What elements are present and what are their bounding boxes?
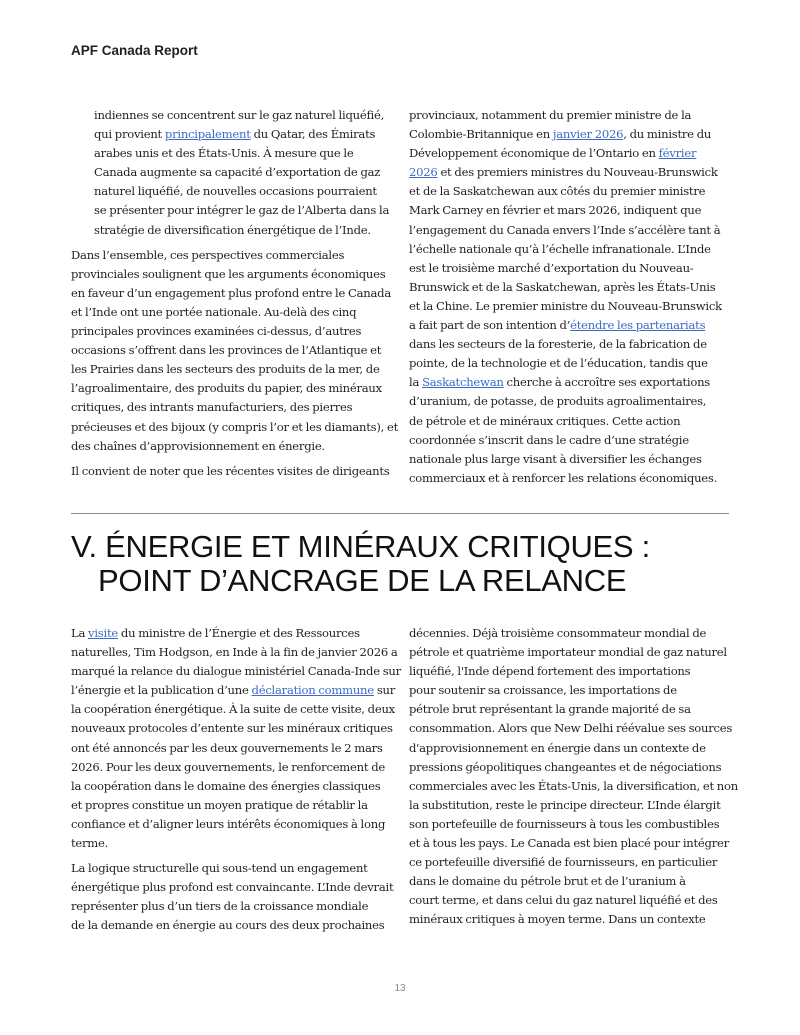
text-line: dans les secteurs de la foresterie, de la fabrication de <box>409 337 707 352</box>
paragraph <box>71 106 391 240</box>
text-line: de la demande en énergie au cours des deux prochaines <box>71 918 385 933</box>
text-line: et l’Inde ont une portée nationale. Au-delà des cinq <box>71 304 357 319</box>
text-line: commerciaux et à renforcer les relations économiques. <box>409 470 718 485</box>
text-line: terme. <box>71 836 109 851</box>
text-line: commerciales avec les États-Unis, la diversification, et non <box>409 778 738 793</box>
report-header-title: APF Canada Report <box>71 43 198 58</box>
text-line: représenter plus d’un tiers de la croissance mondiale <box>71 899 369 914</box>
text-line: provinciaux, notamment du premier ministre de la <box>409 108 692 122</box>
text-line: énergétique plus profond est convaincante. L’Inde devrait <box>71 880 394 895</box>
text-line: ont été annoncés par les deux gouvernements le 2 mars <box>71 740 383 755</box>
text-line: la coopération énergétique. À la suite de cette visite, deux <box>71 702 395 717</box>
text-line: court terme, et dans celui du gaz naturel liquéfié et des <box>409 893 718 908</box>
section-heading-line-1: V. ÉNERGIE ET MINÉRAUX CRITIQUES : <box>71 529 650 564</box>
text-line: et à tous les pays. Le Canada est bien placé pour intégrer <box>409 836 729 851</box>
bottom-right-column <box>409 624 739 936</box>
text-line: et la Chine. Le premier ministre du Nouveau-Brunswick <box>409 298 722 313</box>
text-line: pétrole et quatrième importateur mondial de gaz naturel <box>409 645 727 660</box>
text-line: est le troisième marché d’exportation du Nouveau- <box>409 260 694 275</box>
inline-link[interactable]: déclaration commune <box>251 683 374 698</box>
section-heading <box>71 530 751 598</box>
text-line: Développement économique de l’Ontario en février <box>409 146 697 161</box>
text-line: l’engagement du Canada envers l’Inde s’accélère tant à <box>409 222 721 237</box>
text-line: Mark Carney en février et mars 2026, indiquent que <box>409 203 702 218</box>
text-line: de pétrole et de minéraux critiques. Cette action <box>409 413 681 428</box>
section-heading-line-2: POINT D’ANCRAGE DE LA RELANCE <box>98 563 627 598</box>
text-line: l’énergie et la publication d’une déclaration commune sur <box>71 683 396 698</box>
paragraph <box>71 624 401 853</box>
page-number: 13 <box>394 983 406 994</box>
text-line: et propres constitue un moyen pratique de rétablir la <box>71 797 368 812</box>
text-line: Il convient de noter que les récentes visites de dirigeants <box>71 463 390 478</box>
text-line: naturelles, Tim Hodgson, en Inde à la fin de janvier 2026 a <box>71 645 398 660</box>
text-line: pétrole brut représentant la grande majorité de sa <box>409 702 691 717</box>
text-line: a fait part de son intention d’étendre les partenariats <box>409 318 706 333</box>
text-line: précieuses et des bijoux (y compris l’or et les diamants), et <box>71 419 399 434</box>
text-line: la substitution, reste le principe directeur. L’Inde élargit <box>409 797 721 812</box>
text-line: les Prairies dans les secteurs des produits de la mer, de <box>71 362 380 377</box>
text-line: ce portefeuille diversifié de fournisseurs, en particulier <box>409 855 718 870</box>
text-line: la Saskatchewan cherche à accroître ses exportations <box>409 375 710 390</box>
text-line: La logique structurelle qui sous-tend un engagement <box>71 861 368 876</box>
text-line: arabes unis et des États-Unis. À mesure que le <box>94 146 354 161</box>
text-line: d'approvisionnement en énergie dans un contexte de <box>409 740 706 755</box>
inline-link[interactable]: étendre les partenariats <box>570 318 706 333</box>
text-line: Brunswick et de la Saskatchewan, après les États-Unis <box>409 279 716 294</box>
text-line: se présenter pour intégrer le gaz de l’Alberta dans la <box>94 203 390 218</box>
text-line: l’échelle nationale qu’à l’échelle infranationale. L’Inde <box>409 241 711 256</box>
text-line: pressions géopolitiques changeantes et de négociations <box>409 759 722 774</box>
text-line: l’agroalimentaire, des produits du papier, des minéraux <box>71 381 382 396</box>
text-line: et de la Saskatchewan aux côtés du premier ministre <box>409 184 706 199</box>
text-line: confiance et d’aligner leurs intérêts économiques à long <box>71 816 386 831</box>
text-line: La visite du ministre de l’Énergie et des Ressources <box>71 626 360 640</box>
bottom-left-column <box>71 624 401 942</box>
inline-link[interactable]: janvier 2026 <box>552 127 624 142</box>
text-line: naturel liquéfié, de nouvelles occasions pourraient <box>94 184 377 199</box>
top-right-column <box>409 106 739 494</box>
text-line: coordonnée s’inscrit dans le cadre d’une stratégie <box>409 432 689 447</box>
text-line: marqué la relance du dialogue ministériel Canada-Inde sur <box>71 664 401 679</box>
text-line: Dans l’ensemble, ces perspectives commerciales <box>71 247 345 262</box>
text-line: nouveaux protocoles d’entente sur les minéraux critiques <box>71 721 393 736</box>
text-line: liquéfié, l'Inde dépend fortement des importations <box>409 664 691 679</box>
paragraph <box>71 462 391 481</box>
top-left-column <box>71 106 399 487</box>
inline-link[interactable]: février <box>658 146 697 161</box>
inline-link[interactable]: 2026 <box>409 165 438 180</box>
text-line: qui provient principalement du Qatar, des Émirats <box>94 127 376 142</box>
text-line: décennies. Déjà troisième consommateur mondial de <box>409 626 707 640</box>
inline-link[interactable]: Saskatchewan <box>422 375 504 390</box>
section-divider <box>71 513 729 514</box>
text-line: la coopération dans le domaine des énergies classiques <box>71 778 381 793</box>
text-line: pour soutenir sa croissance, les importations de <box>409 683 677 698</box>
text-line: des chaînes d’approvisionnement en énergie. <box>71 438 325 453</box>
paragraph <box>71 859 401 935</box>
paragraph <box>409 106 739 488</box>
text-line: dans le domaine du pétrole brut et de l’uranium à <box>409 874 686 889</box>
inline-link[interactable]: principalement <box>164 127 251 142</box>
text-line: nationale plus large visant à diversifier les échanges <box>409 451 702 466</box>
text-line: Canada augmente sa capacité d’exportation de gaz <box>94 165 381 180</box>
text-line: stratégie de diversification énergétique de l’Inde. <box>94 222 371 237</box>
text-line: occasions s’offrent dans les provinces de l’Atlantique et <box>71 343 382 358</box>
paragraph <box>409 624 739 930</box>
inline-link[interactable]: visite <box>88 626 118 640</box>
text-line: minéraux critiques à moyen terme. Dans un contexte <box>409 912 706 927</box>
text-line: consommation. Alors que New Delhi réévalue ses sources <box>409 721 733 736</box>
text-line: provinciales soulignent que les arguments économiques <box>71 266 386 281</box>
text-line: Colombie-Britannique en janvier 2026, du ministre du <box>409 127 712 142</box>
text-line: principales provinces examinées ci-dessus, d’autres <box>71 324 362 339</box>
paragraph <box>71 246 399 456</box>
text-line: son portefeuille de fournisseurs à tous les combustibles <box>409 816 720 831</box>
text-line: 2026 et des premiers ministres du Nouveau-Brunswick <box>409 165 718 180</box>
text-line: critiques, des intrants manufacturiers, des pierres <box>71 400 353 415</box>
text-line: en faveur d’un engagement plus profond entre le Canada <box>71 285 392 300</box>
text-line: 2026. Pour les deux gouvernements, le renforcement de <box>71 759 385 774</box>
text-line: pointe, de la technologie et de l’éducation, tandis que <box>409 356 708 371</box>
text-line: d’uranium, de potasse, de produits agroalimentaires, <box>409 394 707 409</box>
text-line: indiennes se concentrent sur le gaz naturel liquéfié, <box>94 108 385 122</box>
